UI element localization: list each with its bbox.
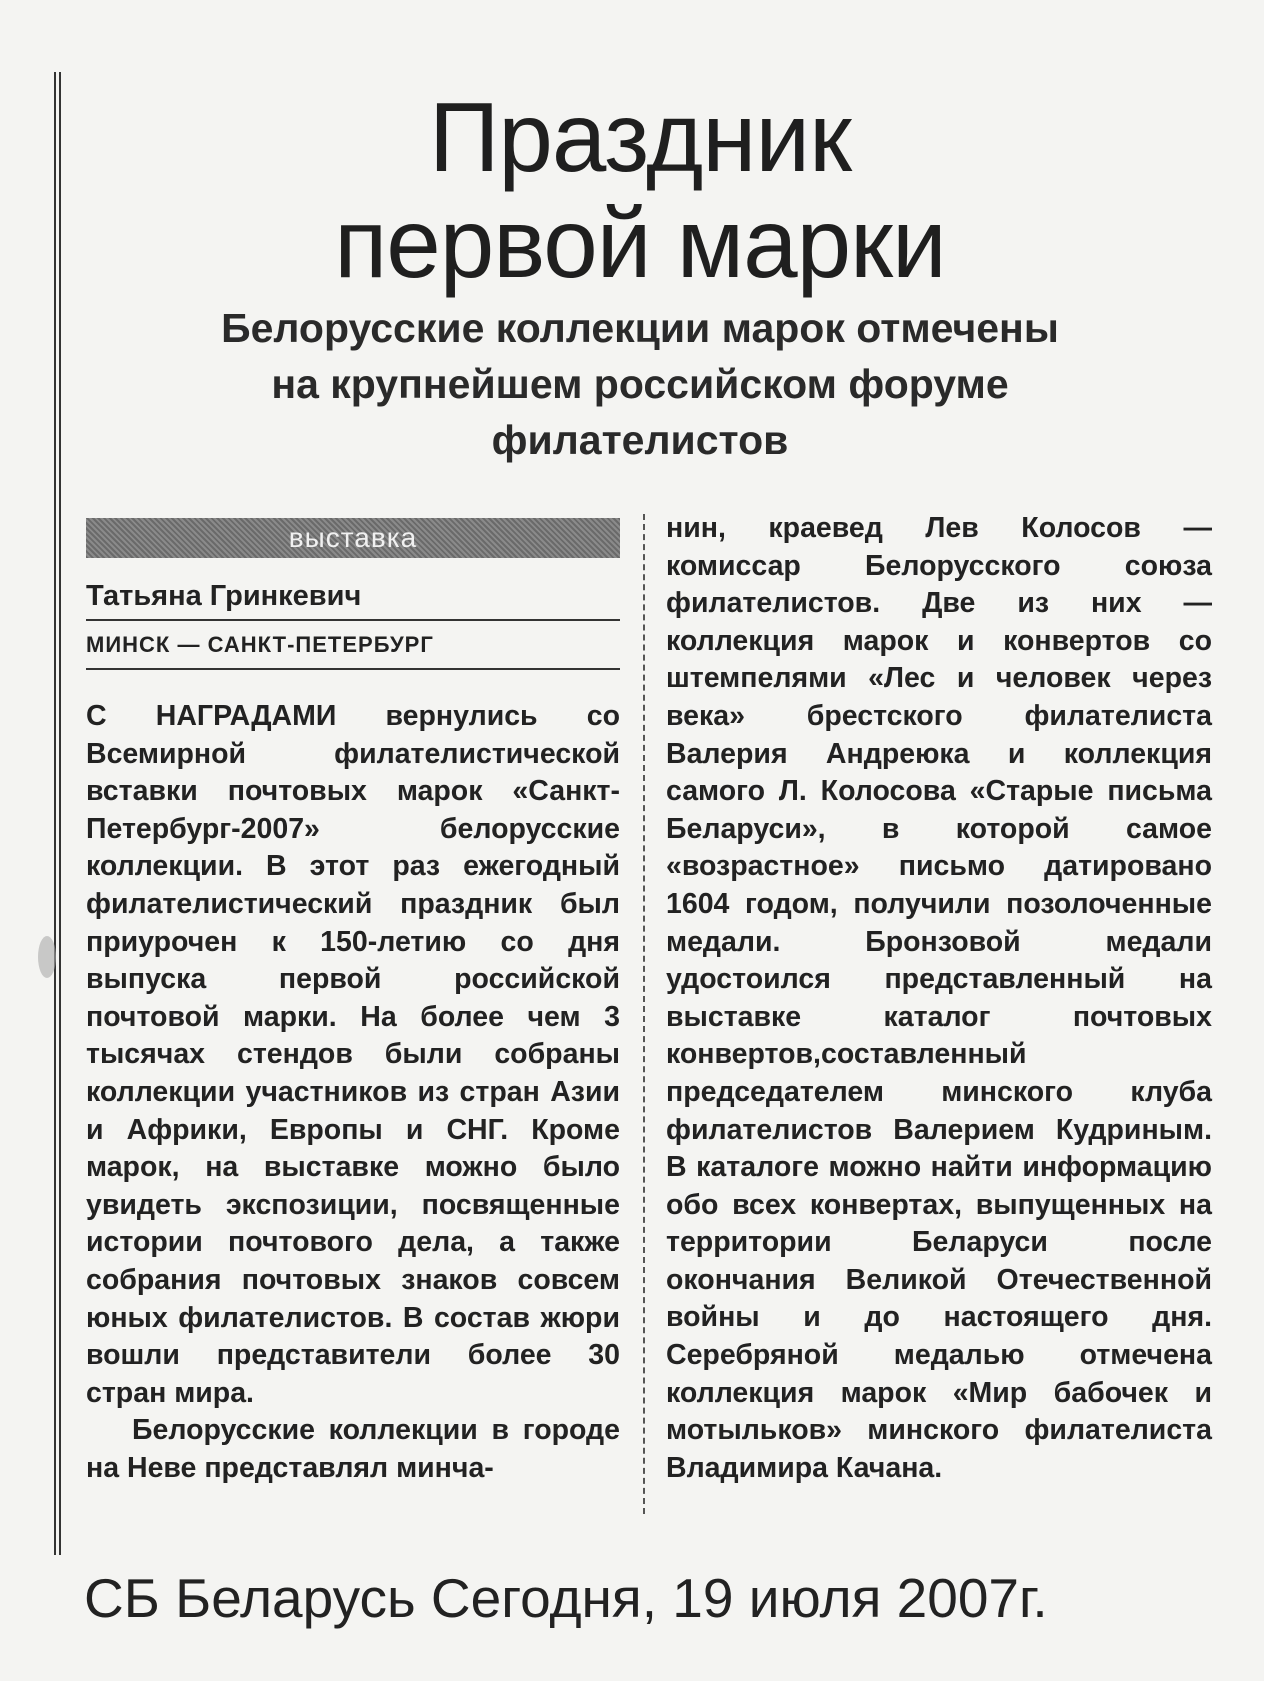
subheadline-line-1: Белорусские коллекции марок отмечены: [221, 305, 1059, 351]
article-column-left: [86, 698, 620, 1487]
article-paragraph-1: [86, 698, 620, 1412]
headline: [70, 84, 1210, 296]
subheadline: [70, 300, 1210, 468]
paragraph-1-text: вернулись со Всемирной филателистической вставки почтовых марок «Санкт-Петербург-2007» белорусские коллекции. В этот раз ежегодный филателистический праздник был приурочен к 150-летию со дня выпуска первой российской почтовой марки. На более чем 3 тысячах стендов были собраны коллекции участников из стран Азии и Африки, Европы и СНГ. Кроме марок, на выставке можно было увидеть экспозиции, посвященные истории почтового дела, а также собрания почтовых знаков совсем юных филателистов. В состав жюри вошли представители более 30 стран мира.: [86, 700, 621, 1409]
headline-line-1: Праздник: [428, 82, 852, 192]
author-name: Татьяна Гринкевич: [86, 580, 620, 621]
subheadline-line-2: на крупнейшем российском форуме: [271, 361, 1009, 407]
subheadline-line-3: филателистов: [491, 417, 789, 463]
rubric-label: выставка: [86, 518, 620, 558]
source-caption: СБ Беларусь Сегодня, 19 июля 2007г.: [84, 1567, 1048, 1629]
dateline-place: МИНСК — САНКТ-ПЕТЕРБУРГ: [86, 632, 620, 670]
article-paragraph-2-start: Белорусские коллекции в городе на Неве представлял минча-: [86, 1414, 620, 1484]
article-column-right: [666, 510, 1212, 1487]
paper-smudge: [38, 936, 56, 978]
left-border-rule: [54, 72, 61, 1555]
column-divider: [643, 514, 647, 1514]
paragraph-lead-in: С НАГРАДАМИ: [86, 700, 337, 732]
headline-line-2: первой марки: [334, 188, 946, 298]
article-paragraph-2-continued: нин, краевед Лев Колосов — комиссар Белорусского союза филателистов. Две из них — коллекция марок и конвертов со штемпелями «Лес и человек через века» брестского филателиста Валерия Андреюка и коллекция самого Л. Колосова «Старые письма Беларуси», в которой самое «возрастное» письмо датировано 1604 годом, получили позолоченные медали. Бронзовой медали удостоился представленный на выставке каталог почтовых конвертов,составленный председателем минского клуба филателистов Валерием Кудриным. В каталоге можно найти информацию обо всех конвертах, выпущенных на территории Беларуси после окончания Великой Отечественной войны и до настоящего дня. Серебряной медалью отмечена коллекция марок «Мир бабочек и мотыльков» минского филателиста Владимира Качана.: [666, 512, 1212, 1484]
